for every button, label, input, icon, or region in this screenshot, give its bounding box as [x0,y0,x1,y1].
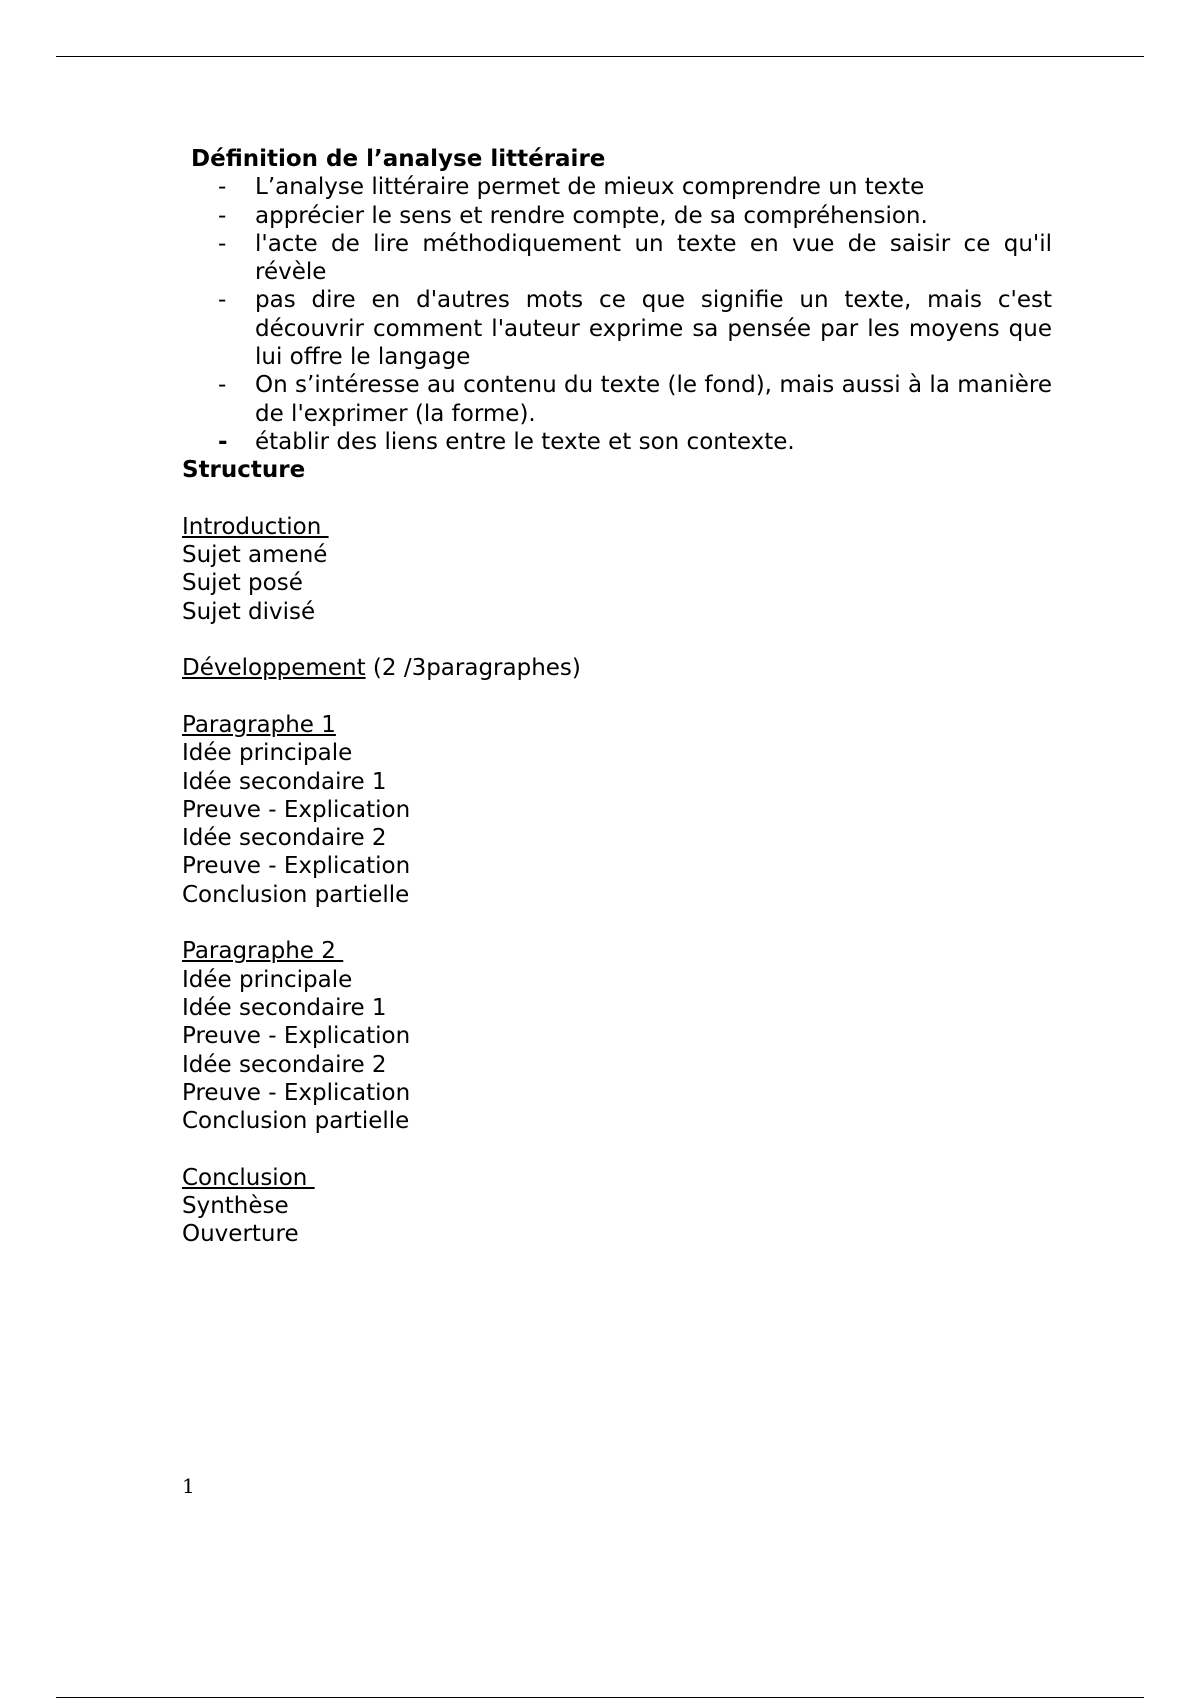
intro-item: Sujet posé [182,570,303,597]
structure-title: Structure [182,457,306,484]
paragraphe1-item: Idée secondaire 2 [182,825,387,852]
list-item-text: On s’intéresse au contenu du texte (le fond), mais aussi à la manière de l'exprimer (la forme). [255,372,1052,427]
header-rule [56,56,1144,57]
list-item-text: apprécier le sens et rendre compte, de sa compréhension. [255,202,928,229]
definition-list [182,173,1052,456]
dash-bullet: - [218,287,227,314]
developpement-note: (2 /3paragraphes) [365,655,581,682]
intro-item: Sujet divisé [182,598,316,625]
list-item [182,428,1052,456]
paragraphe1-item: Preuve - Explication [182,853,411,880]
paragraphe1-item: Preuve - Explication [182,796,411,823]
conclusion-heading-line [182,1164,1052,1192]
paragraphe2-item: Idée secondaire 2 [182,1051,387,1078]
developpement-line [182,654,1052,682]
definition-title: Définition de l’analyse littéraire [191,146,606,172]
document-body [182,145,1052,1249]
dash-bullet: - [218,174,227,201]
paragraphe1-item: Conclusion partielle [182,881,410,908]
dash-bullet: - [218,428,228,455]
footer-rule [56,1697,1144,1698]
intro-item: Sujet amené [182,542,328,569]
paragraphe1-heading-line [182,711,1052,739]
list-item [182,202,1052,230]
list-item [182,371,1052,428]
paragraphe2-heading: Paragraphe 2 [182,938,344,965]
dash-bullet: - [218,202,227,229]
paragraphe1-item: Idée principale [182,740,353,767]
paragraphe2-item: Idée secondaire 1 [182,994,387,1021]
paragraphe2-item: Idée principale [182,966,353,993]
list-item-text: pas dire en d'autres mots ce que signifie un texte, mais c'est découvrir comment l'auteur exprime sa pensée par les moyens que lui offre le langage [255,287,1052,371]
dash-bullet: - [218,372,227,399]
conclusion-item: Ouverture [182,1221,299,1248]
page-number: 1 [182,1474,195,1498]
developpement-heading: Développement [182,655,366,682]
paragraphe2-item: Preuve - Explication [182,1023,411,1050]
introduction-heading-line [182,513,1052,541]
introduction-heading: Introduction [182,513,329,540]
list-item-text: L’analyse littéraire permet de mieux comprendre un texte [255,174,925,201]
paragraphe1-item: Idée secondaire 1 [182,768,387,795]
paragraphe2-item: Conclusion partielle [182,1108,410,1135]
paragraphe2-heading-line [182,937,1052,965]
list-item [182,286,1052,371]
paragraphe2-item: Preuve - Explication [182,1079,411,1106]
list-item [182,230,1052,287]
dash-bullet: - [218,230,227,257]
list-item [182,173,1052,201]
paragraphe1-heading: Paragraphe 1 [182,711,336,738]
conclusion-item: Synthèse [182,1192,289,1219]
list-item-text: établir des liens entre le texte et son contexte. [255,428,795,455]
conclusion-heading: Conclusion [182,1164,315,1191]
list-item-text: l'acte de lire méthodiquement un texte en vue de saisir ce qu'il révèle [255,230,1052,286]
